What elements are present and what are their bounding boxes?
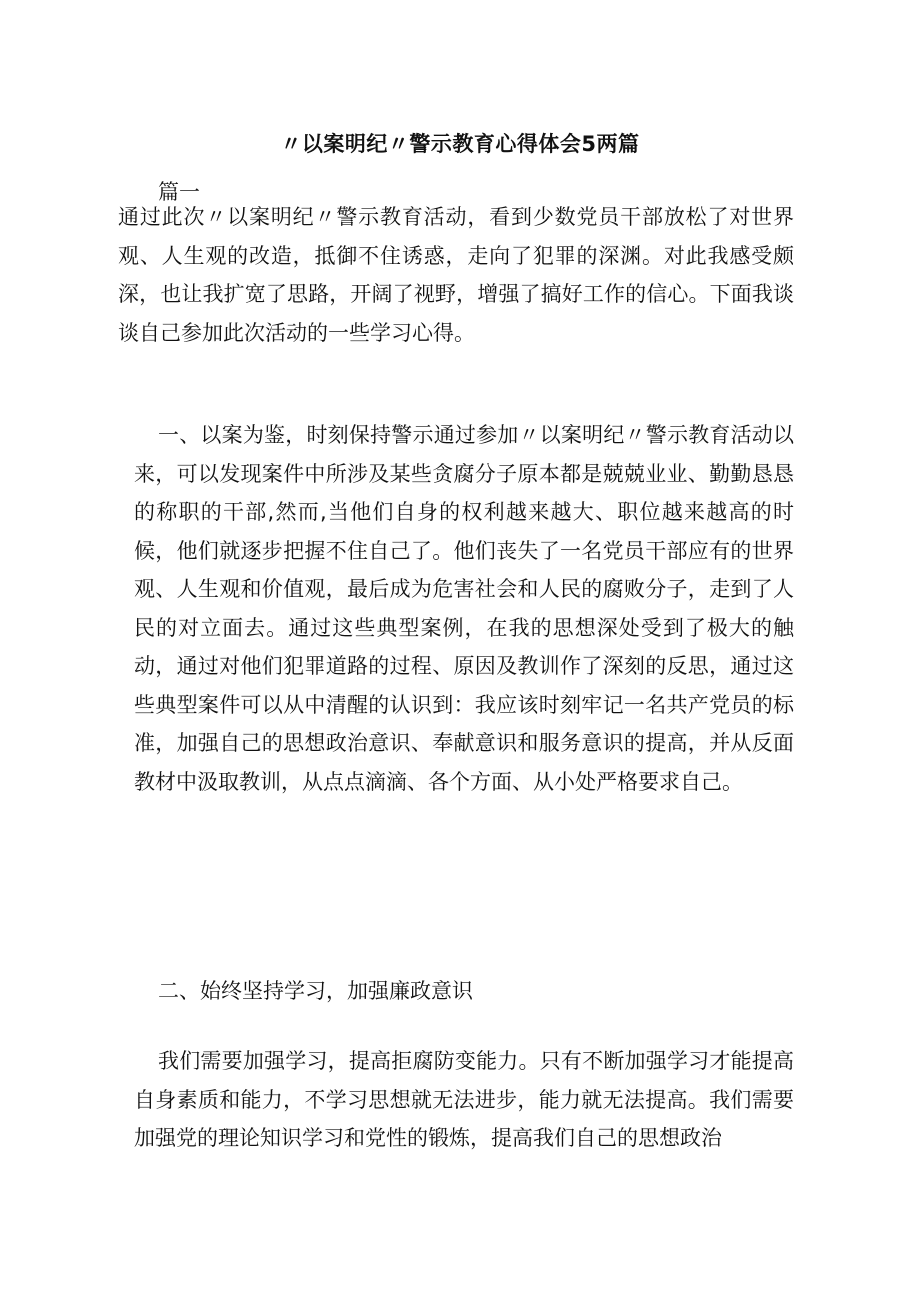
section-2-paragraph: 我们需要加强学习，提高拒腐防变能力。只有不断加强学习才能提高自身素质和能力，不学习思想就无法进步，能力就无法提高。我们需要加强党的理论知识学习和党性的锻炼，提高我们自己的思想政治 (134, 1049, 794, 1150)
part-label: 篇一 (158, 180, 200, 204)
document-title: 〃以案明纪〃警示教育心得体会5两篇 (280, 132, 640, 156)
section-1-paragraph: 一、以案为鉴，时刻保持警示通过参加〃以案明纪〃警示教育活动以来，可以发现案件中所涉及某些贪腐分子原本都是兢兢业业、勤勤恳恳的称职的干部,然而,当他们自身的权利越来越大、职位越来越高的时候，他们就逐步把握不住自己了。他们丧失了一名党员干部应有的世界观、人生观和价值观，最后成为危害社会和人民的腐败分子，走到了人民的对立面去。通过这些典型案例，在我的思想深处受到了极大的触动，通过对他们犯罪道路的过程、原因及教训作了深刻的反思，通过这些典型案件可以从中清醒的认识到：我应该时刻牢记一名共产党员的标准，加强自己的思想政治意识、奉献意识和服务意识的提高，并从反面教材中汲取教训，从点点滴滴、各个方面、从小处严格要求自己。 (134, 423, 794, 794)
section-2-heading: 二、始终坚持学习，加强廉政意识 (158, 979, 473, 1003)
intro-paragraph: 通过此次〃以案明纪〃警示教育活动，看到少数党员干部放松了对世界观、人生观的改造，抵御不住诱惑，走向了犯罪的深渊。对此我感受颇深，也让我扩宽了思路，开阔了视野，增强了搞好工作的信心。下面我谈谈自己参加此次活动的一些学习心得。 (118, 205, 794, 345)
